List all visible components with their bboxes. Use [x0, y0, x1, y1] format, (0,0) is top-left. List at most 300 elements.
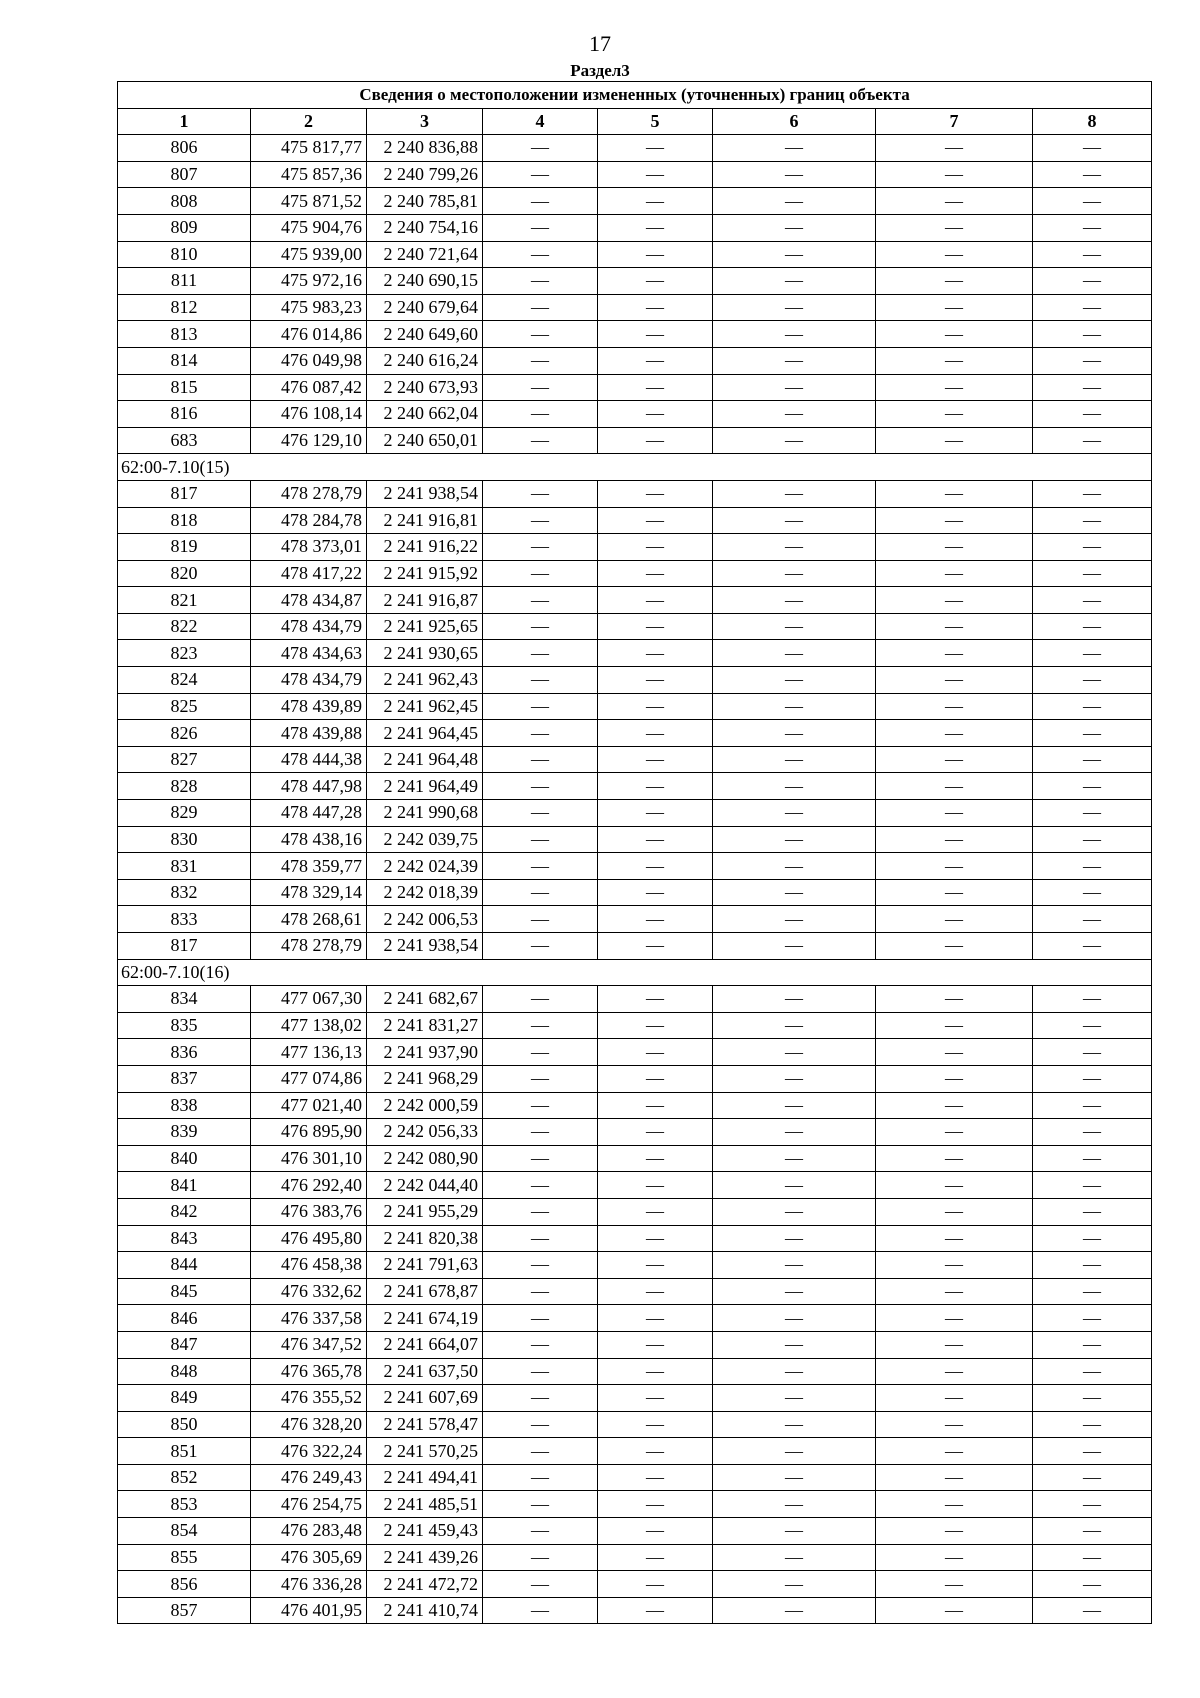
- empty-value-cell: —: [713, 1491, 876, 1518]
- empty-value-cell: —: [876, 241, 1033, 268]
- point-number-cell: 851: [118, 1438, 251, 1465]
- table-row: [118, 1491, 1152, 1518]
- x-coordinate-cell: 476 087,42: [251, 374, 367, 401]
- empty-value-cell: —: [876, 1597, 1033, 1624]
- empty-value-cell: —: [1033, 480, 1152, 507]
- y-coordinate-cell: 2 241 494,41: [367, 1464, 483, 1491]
- y-coordinate-cell: 2 241 678,87: [367, 1278, 483, 1305]
- x-coordinate-cell: 477 067,30: [251, 986, 367, 1013]
- empty-value-cell: —: [713, 746, 876, 773]
- empty-value-cell: —: [876, 507, 1033, 534]
- empty-value-cell: —: [598, 347, 713, 374]
- point-number-cell: 819: [118, 534, 251, 561]
- x-coordinate-cell: 476 249,43: [251, 1464, 367, 1491]
- x-coordinate-cell: 476 365,78: [251, 1358, 367, 1385]
- y-coordinate-cell: 2 240 649,60: [367, 321, 483, 348]
- empty-value-cell: —: [1033, 1571, 1152, 1598]
- empty-value-cell: —: [598, 480, 713, 507]
- point-number-cell: 848: [118, 1358, 251, 1385]
- empty-value-cell: —: [876, 853, 1033, 880]
- column-header: 4: [483, 108, 598, 135]
- empty-value-cell: —: [1033, 879, 1152, 906]
- empty-value-cell: —: [598, 1119, 713, 1146]
- y-coordinate-cell: 2 242 044,40: [367, 1172, 483, 1199]
- empty-value-cell: —: [483, 667, 598, 694]
- empty-value-cell: —: [483, 1464, 598, 1491]
- empty-value-cell: —: [483, 374, 598, 401]
- empty-value-cell: —: [876, 1278, 1033, 1305]
- column-header: 2: [251, 108, 367, 135]
- empty-value-cell: —: [876, 1172, 1033, 1199]
- empty-value-cell: —: [483, 1411, 598, 1438]
- empty-value-cell: —: [713, 1198, 876, 1225]
- table-row: [118, 1597, 1152, 1624]
- empty-value-cell: —: [483, 1438, 598, 1465]
- table-row: [118, 826, 1152, 853]
- empty-value-cell: —: [483, 853, 598, 880]
- empty-value-cell: —: [483, 1172, 598, 1199]
- empty-value-cell: —: [713, 135, 876, 162]
- empty-value-cell: —: [876, 667, 1033, 694]
- empty-value-cell: —: [483, 826, 598, 853]
- point-number-cell: 827: [118, 746, 251, 773]
- table-row: [118, 1039, 1152, 1066]
- point-number-cell: 817: [118, 933, 251, 960]
- empty-value-cell: —: [1033, 1225, 1152, 1252]
- y-coordinate-cell: 2 240 616,24: [367, 347, 483, 374]
- empty-value-cell: —: [713, 1065, 876, 1092]
- coordinates-table: [117, 81, 1152, 1624]
- empty-value-cell: —: [713, 374, 876, 401]
- empty-value-cell: —: [876, 1331, 1033, 1358]
- point-number-cell: 810: [118, 241, 251, 268]
- x-coordinate-cell: 475 939,00: [251, 241, 367, 268]
- empty-value-cell: —: [483, 161, 598, 188]
- empty-value-cell: —: [1033, 933, 1152, 960]
- point-number-cell: 820: [118, 560, 251, 587]
- empty-value-cell: —: [876, 1438, 1033, 1465]
- empty-value-cell: —: [598, 507, 713, 534]
- empty-value-cell: —: [1033, 347, 1152, 374]
- point-number-cell: 683: [118, 427, 251, 454]
- empty-value-cell: —: [713, 1331, 876, 1358]
- column-header: 7: [876, 108, 1033, 135]
- y-coordinate-cell: 2 240 785,81: [367, 188, 483, 215]
- empty-value-cell: —: [713, 1544, 876, 1571]
- empty-value-cell: —: [598, 1305, 713, 1332]
- empty-value-cell: —: [1033, 613, 1152, 640]
- point-number-cell: 818: [118, 507, 251, 534]
- point-number-cell: 813: [118, 321, 251, 348]
- empty-value-cell: —: [483, 1145, 598, 1172]
- y-coordinate-cell: 2 240 679,64: [367, 294, 483, 321]
- x-coordinate-cell: 476 322,24: [251, 1438, 367, 1465]
- empty-value-cell: —: [598, 933, 713, 960]
- empty-value-cell: —: [598, 667, 713, 694]
- table-title: Сведения о местоположении измененных (уточненных) границ объекта: [118, 82, 1152, 109]
- point-number-cell: 835: [118, 1012, 251, 1039]
- empty-value-cell: —: [1033, 1172, 1152, 1199]
- point-number-cell: 809: [118, 214, 251, 241]
- empty-value-cell: —: [483, 1039, 598, 1066]
- empty-value-cell: —: [598, 693, 713, 720]
- table-row: [118, 986, 1152, 1013]
- y-coordinate-cell: 2 240 690,15: [367, 268, 483, 295]
- empty-value-cell: —: [1033, 161, 1152, 188]
- x-coordinate-cell: 476 337,58: [251, 1305, 367, 1332]
- x-coordinate-cell: 476 495,80: [251, 1225, 367, 1252]
- y-coordinate-cell: 2 241 915,92: [367, 560, 483, 587]
- empty-value-cell: —: [1033, 1252, 1152, 1279]
- empty-value-cell: —: [598, 1039, 713, 1066]
- table-row: [118, 188, 1152, 215]
- table-row: [118, 933, 1152, 960]
- empty-value-cell: —: [876, 1305, 1033, 1332]
- y-coordinate-cell: 2 241 485,51: [367, 1491, 483, 1518]
- empty-value-cell: —: [713, 1305, 876, 1332]
- empty-value-cell: —: [713, 1172, 876, 1199]
- empty-value-cell: —: [483, 1198, 598, 1225]
- y-coordinate-cell: 2 241 937,90: [367, 1039, 483, 1066]
- empty-value-cell: —: [598, 1145, 713, 1172]
- empty-value-cell: —: [876, 560, 1033, 587]
- point-number-cell: 845: [118, 1278, 251, 1305]
- x-coordinate-cell: 475 904,76: [251, 214, 367, 241]
- empty-value-cell: —: [713, 1278, 876, 1305]
- empty-value-cell: —: [1033, 321, 1152, 348]
- empty-value-cell: —: [876, 1092, 1033, 1119]
- table-row: [118, 347, 1152, 374]
- point-number-cell: 838: [118, 1092, 251, 1119]
- table-row: [118, 534, 1152, 561]
- empty-value-cell: —: [876, 933, 1033, 960]
- point-number-cell: 839: [118, 1119, 251, 1146]
- empty-value-cell: —: [598, 1385, 713, 1412]
- empty-value-cell: —: [1033, 560, 1152, 587]
- table-row: [118, 1092, 1152, 1119]
- empty-value-cell: —: [876, 347, 1033, 374]
- x-coordinate-cell: 476 328,20: [251, 1411, 367, 1438]
- empty-value-cell: —: [1033, 1597, 1152, 1624]
- y-coordinate-cell: 2 241 459,43: [367, 1518, 483, 1545]
- x-coordinate-cell: 477 136,13: [251, 1039, 367, 1066]
- empty-value-cell: —: [1033, 906, 1152, 933]
- empty-value-cell: —: [483, 1571, 598, 1598]
- empty-value-cell: —: [713, 1411, 876, 1438]
- empty-value-cell: —: [598, 720, 713, 747]
- table-row: [118, 906, 1152, 933]
- table-row: [118, 1518, 1152, 1545]
- y-coordinate-cell: 2 240 754,16: [367, 214, 483, 241]
- empty-value-cell: —: [876, 1198, 1033, 1225]
- point-number-cell: 850: [118, 1411, 251, 1438]
- y-coordinate-cell: 2 241 962,43: [367, 667, 483, 694]
- table-row: [118, 1012, 1152, 1039]
- empty-value-cell: —: [1033, 1145, 1152, 1172]
- y-coordinate-cell: 2 241 682,67: [367, 986, 483, 1013]
- empty-value-cell: —: [598, 986, 713, 1013]
- empty-value-cell: —: [483, 1252, 598, 1279]
- empty-value-cell: —: [483, 294, 598, 321]
- empty-value-cell: —: [876, 401, 1033, 428]
- x-coordinate-cell: 478 434,63: [251, 640, 367, 667]
- point-number-cell: 806: [118, 135, 251, 162]
- table-row: [118, 1225, 1152, 1252]
- column-header: 1: [118, 108, 251, 135]
- empty-value-cell: —: [598, 1544, 713, 1571]
- empty-value-cell: —: [876, 613, 1033, 640]
- y-coordinate-cell: 2 240 799,26: [367, 161, 483, 188]
- empty-value-cell: —: [598, 1411, 713, 1438]
- table-row: [118, 1358, 1152, 1385]
- table-row: [118, 693, 1152, 720]
- empty-value-cell: —: [876, 986, 1033, 1013]
- empty-value-cell: —: [598, 268, 713, 295]
- empty-value-cell: —: [713, 1012, 876, 1039]
- empty-value-cell: —: [713, 667, 876, 694]
- x-coordinate-cell: 478 444,38: [251, 746, 367, 773]
- y-coordinate-cell: 2 241 938,54: [367, 480, 483, 507]
- point-number-cell: 841: [118, 1172, 251, 1199]
- empty-value-cell: —: [1033, 1039, 1152, 1066]
- empty-value-cell: —: [876, 1145, 1033, 1172]
- x-coordinate-cell: 477 138,02: [251, 1012, 367, 1039]
- empty-value-cell: —: [598, 1571, 713, 1598]
- point-number-cell: 811: [118, 268, 251, 295]
- empty-value-cell: —: [598, 800, 713, 827]
- x-coordinate-cell: 478 278,79: [251, 933, 367, 960]
- empty-value-cell: —: [483, 1385, 598, 1412]
- point-number-cell: 842: [118, 1198, 251, 1225]
- y-coordinate-cell: 2 241 607,69: [367, 1385, 483, 1412]
- empty-value-cell: —: [876, 321, 1033, 348]
- empty-value-cell: —: [483, 268, 598, 295]
- empty-value-cell: —: [876, 587, 1033, 614]
- empty-value-cell: —: [598, 1225, 713, 1252]
- x-coordinate-cell: 478 284,78: [251, 507, 367, 534]
- empty-value-cell: —: [713, 427, 876, 454]
- empty-value-cell: —: [598, 534, 713, 561]
- empty-value-cell: —: [876, 1012, 1033, 1039]
- empty-value-cell: —: [876, 879, 1033, 906]
- empty-value-cell: —: [1033, 1119, 1152, 1146]
- x-coordinate-cell: 478 434,79: [251, 613, 367, 640]
- point-number-cell: 840: [118, 1145, 251, 1172]
- empty-value-cell: —: [713, 933, 876, 960]
- empty-value-cell: —: [713, 1092, 876, 1119]
- x-coordinate-cell: 478 438,16: [251, 826, 367, 853]
- x-coordinate-cell: 476 129,10: [251, 427, 367, 454]
- empty-value-cell: —: [483, 214, 598, 241]
- empty-value-cell: —: [483, 1305, 598, 1332]
- group-label: 62:00-7.10(15): [118, 454, 1152, 481]
- column-header: 5: [598, 108, 713, 135]
- empty-value-cell: —: [598, 214, 713, 241]
- empty-value-cell: —: [876, 135, 1033, 162]
- table-body: [118, 135, 1152, 1624]
- empty-value-cell: —: [1033, 401, 1152, 428]
- empty-value-cell: —: [713, 800, 876, 827]
- point-number-cell: 824: [118, 667, 251, 694]
- table-row: [118, 401, 1152, 428]
- empty-value-cell: —: [1033, 587, 1152, 614]
- x-coordinate-cell: 478 268,61: [251, 906, 367, 933]
- point-number-cell: 854: [118, 1518, 251, 1545]
- empty-value-cell: —: [713, 268, 876, 295]
- empty-value-cell: —: [483, 613, 598, 640]
- y-coordinate-cell: 2 242 006,53: [367, 906, 483, 933]
- point-number-cell: 808: [118, 188, 251, 215]
- empty-value-cell: —: [876, 1518, 1033, 1545]
- x-coordinate-cell: 478 417,22: [251, 560, 367, 587]
- empty-value-cell: —: [876, 294, 1033, 321]
- empty-value-cell: —: [598, 1491, 713, 1518]
- empty-value-cell: —: [598, 1198, 713, 1225]
- empty-value-cell: —: [598, 587, 713, 614]
- y-coordinate-cell: 2 241 955,29: [367, 1198, 483, 1225]
- table-row: [118, 1385, 1152, 1412]
- empty-value-cell: —: [483, 1065, 598, 1092]
- point-number-cell: 832: [118, 879, 251, 906]
- point-number-cell: 846: [118, 1305, 251, 1332]
- empty-value-cell: —: [876, 1358, 1033, 1385]
- empty-value-cell: —: [713, 1119, 876, 1146]
- empty-value-cell: —: [876, 427, 1033, 454]
- point-number-cell: 834: [118, 986, 251, 1013]
- x-coordinate-cell: 475 871,52: [251, 188, 367, 215]
- empty-value-cell: —: [876, 188, 1033, 215]
- empty-value-cell: —: [713, 1225, 876, 1252]
- empty-value-cell: —: [713, 879, 876, 906]
- column-header: 8: [1033, 108, 1152, 135]
- empty-value-cell: —: [876, 640, 1033, 667]
- empty-value-cell: —: [1033, 773, 1152, 800]
- y-coordinate-cell: 2 241 916,22: [367, 534, 483, 561]
- empty-value-cell: —: [1033, 1358, 1152, 1385]
- empty-value-cell: —: [713, 347, 876, 374]
- point-number-cell: 823: [118, 640, 251, 667]
- empty-value-cell: —: [1033, 640, 1152, 667]
- empty-value-cell: —: [1033, 1331, 1152, 1358]
- x-coordinate-cell: 478 434,79: [251, 667, 367, 694]
- empty-value-cell: —: [1033, 720, 1152, 747]
- y-coordinate-cell: 2 241 820,38: [367, 1225, 483, 1252]
- x-coordinate-cell: 478 439,88: [251, 720, 367, 747]
- x-coordinate-cell: 477 074,86: [251, 1065, 367, 1092]
- empty-value-cell: —: [876, 720, 1033, 747]
- group-label: 62:00-7.10(16): [118, 959, 1152, 986]
- empty-value-cell: —: [876, 773, 1033, 800]
- empty-value-cell: —: [1033, 534, 1152, 561]
- table-row: [118, 773, 1152, 800]
- empty-value-cell: —: [713, 1518, 876, 1545]
- empty-value-cell: —: [483, 1119, 598, 1146]
- empty-value-cell: —: [876, 693, 1033, 720]
- empty-value-cell: —: [1033, 1464, 1152, 1491]
- empty-value-cell: —: [876, 1119, 1033, 1146]
- table-row: [118, 560, 1152, 587]
- empty-value-cell: —: [1033, 1491, 1152, 1518]
- y-coordinate-cell: 2 241 964,49: [367, 773, 483, 800]
- empty-value-cell: —: [713, 986, 876, 1013]
- table-row: [118, 1411, 1152, 1438]
- x-coordinate-cell: 478 439,89: [251, 693, 367, 720]
- empty-value-cell: —: [483, 321, 598, 348]
- empty-value-cell: —: [876, 1544, 1033, 1571]
- empty-value-cell: —: [483, 1518, 598, 1545]
- table-row: [118, 480, 1152, 507]
- table-row: [118, 268, 1152, 295]
- y-coordinate-cell: 2 242 056,33: [367, 1119, 483, 1146]
- empty-value-cell: —: [876, 1252, 1033, 1279]
- x-coordinate-cell: 476 305,69: [251, 1544, 367, 1571]
- table-row: [118, 613, 1152, 640]
- empty-value-cell: —: [598, 1597, 713, 1624]
- empty-value-cell: —: [483, 746, 598, 773]
- empty-value-cell: —: [483, 906, 598, 933]
- empty-value-cell: —: [483, 1491, 598, 1518]
- table-row: [118, 321, 1152, 348]
- y-coordinate-cell: 2 241 439,26: [367, 1544, 483, 1571]
- table-row: [118, 1571, 1152, 1598]
- y-coordinate-cell: 2 241 410,74: [367, 1597, 483, 1624]
- empty-value-cell: —: [483, 773, 598, 800]
- x-coordinate-cell: 478 278,79: [251, 480, 367, 507]
- x-coordinate-cell: 478 447,28: [251, 800, 367, 827]
- empty-value-cell: —: [876, 1571, 1033, 1598]
- y-coordinate-cell: 2 242 000,59: [367, 1092, 483, 1119]
- x-coordinate-cell: 476 895,90: [251, 1119, 367, 1146]
- empty-value-cell: —: [483, 879, 598, 906]
- point-number-cell: 847: [118, 1331, 251, 1358]
- empty-value-cell: —: [876, 214, 1033, 241]
- y-coordinate-cell: 2 241 472,72: [367, 1571, 483, 1598]
- empty-value-cell: —: [713, 188, 876, 215]
- empty-value-cell: —: [713, 1571, 876, 1598]
- point-number-cell: 837: [118, 1065, 251, 1092]
- point-number-cell: 829: [118, 800, 251, 827]
- y-coordinate-cell: 2 241 791,63: [367, 1252, 483, 1279]
- table-row: [118, 1438, 1152, 1465]
- empty-value-cell: —: [1033, 800, 1152, 827]
- empty-value-cell: —: [876, 268, 1033, 295]
- empty-value-cell: —: [876, 746, 1033, 773]
- y-coordinate-cell: 2 240 662,04: [367, 401, 483, 428]
- empty-value-cell: —: [876, 1385, 1033, 1412]
- table-row: [118, 587, 1152, 614]
- y-coordinate-cell: 2 242 024,39: [367, 853, 483, 880]
- y-coordinate-cell: 2 241 916,81: [367, 507, 483, 534]
- table-row: [118, 161, 1152, 188]
- table-row: [118, 720, 1152, 747]
- empty-value-cell: —: [713, 1438, 876, 1465]
- x-coordinate-cell: 478 359,77: [251, 853, 367, 880]
- x-coordinate-cell: 476 283,48: [251, 1518, 367, 1545]
- empty-value-cell: —: [483, 507, 598, 534]
- x-coordinate-cell: 476 014,86: [251, 321, 367, 348]
- empty-value-cell: —: [483, 1358, 598, 1385]
- y-coordinate-cell: 2 241 637,50: [367, 1358, 483, 1385]
- empty-value-cell: —: [598, 613, 713, 640]
- empty-value-cell: —: [876, 1225, 1033, 1252]
- empty-value-cell: —: [483, 401, 598, 428]
- empty-value-cell: —: [1033, 693, 1152, 720]
- empty-value-cell: —: [598, 1065, 713, 1092]
- empty-value-cell: —: [1033, 826, 1152, 853]
- empty-value-cell: —: [483, 560, 598, 587]
- empty-value-cell: —: [598, 1252, 713, 1279]
- x-coordinate-cell: 476 347,52: [251, 1331, 367, 1358]
